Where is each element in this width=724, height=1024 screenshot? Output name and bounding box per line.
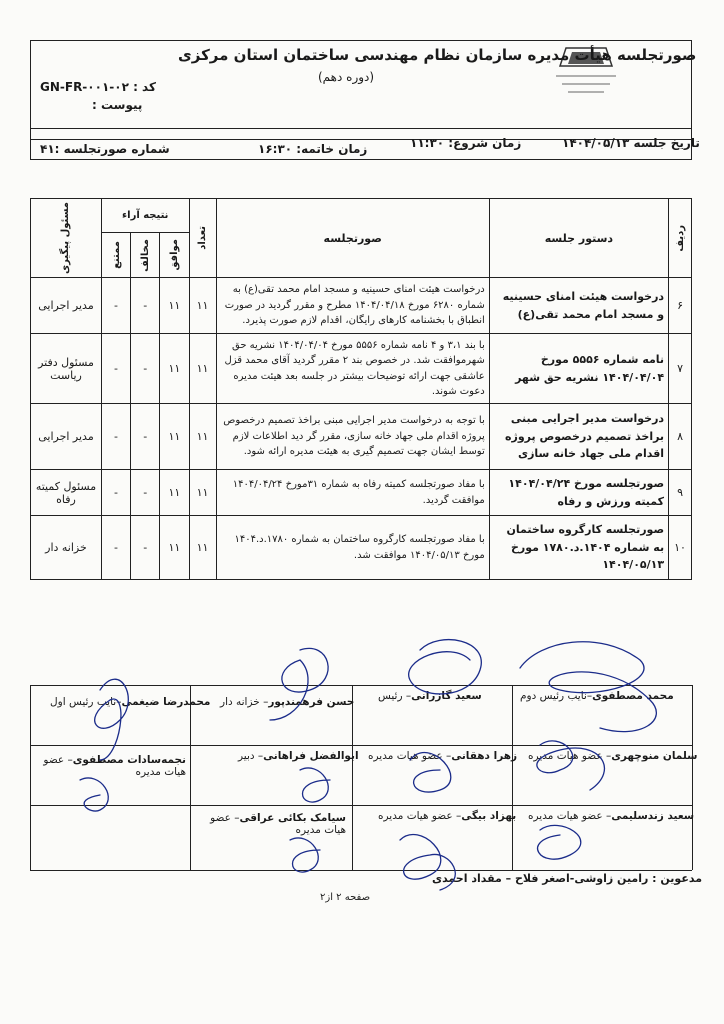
- disagree-cell: -: [131, 404, 160, 470]
- count-cell: ۱۱: [189, 516, 216, 580]
- agree-cell: ۱۱: [160, 278, 189, 334]
- row-number: ۶: [669, 278, 692, 334]
- signatory: ابوالفضل فراهانی– دبیر: [238, 750, 359, 762]
- followup-cell: خزانه دار: [31, 516, 102, 580]
- header-abstain: ممتنع: [101, 232, 130, 277]
- agenda-cell: درخواست هیئت امنای حسینیه و مسجد امام محمد تقی(ع): [489, 278, 668, 334]
- followup-cell: مدیر اجرایی: [31, 404, 102, 470]
- row-number: ۹: [669, 470, 692, 516]
- meeting-start-time: زمان شروع: ۱۱:۳۰: [410, 136, 522, 150]
- minutes-cell: با مفاد صورتجلسه کارگروه ساختمان به شماره ۱۷۸۰.د.۱۴۰۴ مورخ ۱۴۰۴/۰۵/۱۳ موافقت شد.: [216, 516, 489, 580]
- table-row: [31, 404, 692, 470]
- signatory: حسن فرهمندپور– خزانه دار: [220, 696, 355, 708]
- signature-divider: [30, 685, 31, 870]
- header-count: تعداد: [189, 199, 216, 278]
- page-number: صفحه ۲ از۲: [320, 892, 371, 903]
- row-number: ۷: [669, 334, 692, 404]
- document-code: کد : GN-FR-۰۰۱-۰۲: [40, 80, 156, 94]
- table-row: [31, 334, 692, 404]
- table-row: [31, 470, 692, 516]
- minutes-cell: با توجه به درخواست مدیر اجرایی مبنی براخذ تصمیم درخصوص پروژه اقدام ملی جهاد خانه سازی، مقرر گر دید اطلاعات لازم توسط ایشان جهت تصمیم گیری به هیئت مدیره ارائه شود.: [216, 404, 489, 470]
- minutes-cell: با بند ۳،۱ و ۴ نامه شماره ۵۵۵۶ مورخ ۱۴۰۴/۰۴/۰۴ نشریه حق شهرموافقت شد. در خصوص بند ۲ مقرر گردید آقای محمد قزل عاشقی جهت ارائه توضیحات بیشتر در جلسه بعد هیئت مدیره دعوت شوند.: [216, 334, 489, 404]
- abstain-cell: -: [101, 470, 130, 516]
- minutes-number: شماره صورتجلسه :۴۱: [40, 142, 170, 156]
- disagree-cell: -: [131, 334, 160, 404]
- document-subtitle: (دوره دهم): [318, 70, 375, 84]
- signature-divider: [30, 685, 692, 686]
- signatory: سیامک بکائی عراقی– عضو هیات مدیره: [210, 812, 346, 836]
- count-cell: ۱۱: [189, 404, 216, 470]
- count-cell: ۱۱: [189, 278, 216, 334]
- signatory: سعید زندسلیمی– عضو هیات مدیره: [528, 810, 695, 822]
- agenda-cell: درخواست مدیر اجرایی مبنی براخذ تصمیم درخصوص پروژه اقدام ملی جهاد خانه سازی: [489, 404, 668, 470]
- document-title: صورتجلسه هیأت مدیره سازمان نظام مهندسی ساختمان استان مرکزی: [178, 46, 697, 64]
- table-row: [31, 278, 692, 334]
- header-minutes: صورتجلسه: [216, 199, 489, 278]
- signatory: محمد مصطفوی–نایب رئیس دوم: [520, 690, 674, 702]
- header-disagree: مخالف: [131, 232, 160, 277]
- invitees: مدعوین : رامین زاوشی-اصغر فلاح – مقداد احمدی: [432, 872, 703, 885]
- header-result: نتیجه آراء: [101, 199, 189, 233]
- count-cell: ۱۱: [189, 334, 216, 404]
- signatory: زهرا دهقانی– عضو هیات مدیره: [368, 750, 518, 762]
- signature-divider: [30, 870, 692, 871]
- signature-divider: [30, 805, 692, 806]
- followup-cell: مدیر اجرایی: [31, 278, 102, 334]
- signatory: محمدرضا ضیغمی–نایب رئیس اول: [50, 696, 211, 708]
- signatory: نجمه‌سادات مصطفوی– عضو هیات مدیره: [43, 754, 186, 778]
- followup-cell: مسئول دفتر ریاست: [31, 334, 102, 404]
- abstain-cell: -: [101, 334, 130, 404]
- disagree-cell: -: [131, 278, 160, 334]
- abstain-cell: -: [101, 404, 130, 470]
- meeting-date: تاریخ جلسه ۱۴۰۴/۰۵/۱۳: [562, 136, 700, 150]
- header-followup: مسئول پیگیری: [31, 199, 102, 278]
- abstain-cell: -: [101, 278, 130, 334]
- signature-divider: [692, 685, 693, 870]
- attachment-label: پیوست :: [92, 98, 143, 112]
- agenda-cell: نامه شماره ۵۵۵۶ مورخ ۱۴۰۴/۰۴/۰۴ نشریه حق شهر: [489, 334, 668, 404]
- signatory: سلمان منوچهری– عضو هیات مدیره: [528, 750, 698, 762]
- disagree-cell: -: [131, 470, 160, 516]
- signature-divider: [190, 685, 191, 870]
- followup-cell: مسئول کمیته رفاه: [31, 470, 102, 516]
- signature-divider: [512, 685, 513, 870]
- row-number: ۸: [669, 404, 692, 470]
- agenda-cell: صورتجلسه کارگروه ساختمان به شماره ۱۴۰۴.د.۱۷۸۰ مورخ ۱۴۰۴/۰۵/۱۳: [489, 516, 668, 580]
- agree-cell: ۱۱: [160, 470, 189, 516]
- count-cell: ۱۱: [189, 470, 216, 516]
- header-row-number: ردیف: [669, 199, 692, 278]
- header-agree: موافق: [160, 232, 189, 277]
- table-row: [31, 516, 692, 580]
- minutes-cell: با مفاد صورتجلسه کمیته رفاه به شماره ۳۱مورخ ۱۴۰۴/۰۴/۲۴ موافقت گردید.: [216, 470, 489, 516]
- agree-cell: ۱۱: [160, 334, 189, 404]
- abstain-cell: -: [101, 516, 130, 580]
- signatory: بهزاد بیگی– عضو هیات مدیره: [378, 810, 517, 822]
- agenda-cell: صورتجلسه مورخ ۱۴۰۴/۰۴/۲۴ کمیته ورزش و رفاه: [489, 470, 668, 516]
- agree-cell: ۱۱: [160, 404, 189, 470]
- meeting-end-time: زمان خاتمه: ۱۶:۳۰: [258, 142, 368, 156]
- agree-cell: ۱۱: [160, 516, 189, 580]
- signatory: سعید گازرانی– رئیس: [378, 690, 482, 702]
- signature-divider: [352, 685, 353, 870]
- minutes-cell: درخواست هیئت امنای حسینیه و مسجد امام محمد تقی(ع) به شماره ۶۲۸۰ مورخ ۱۴۰۴/۰۴/۱۸ مطرح و مقرر گردید در صورت انطباق با بخشنامه کارهای رایگان، اقدام لازم صورت پذیرد.: [216, 278, 489, 334]
- disagree-cell: -: [131, 516, 160, 580]
- minutes-table: [30, 198, 692, 580]
- row-number: ۱۰: [669, 516, 692, 580]
- header-agenda: دستور جلسه: [489, 199, 668, 278]
- signature-divider: [30, 745, 692, 746]
